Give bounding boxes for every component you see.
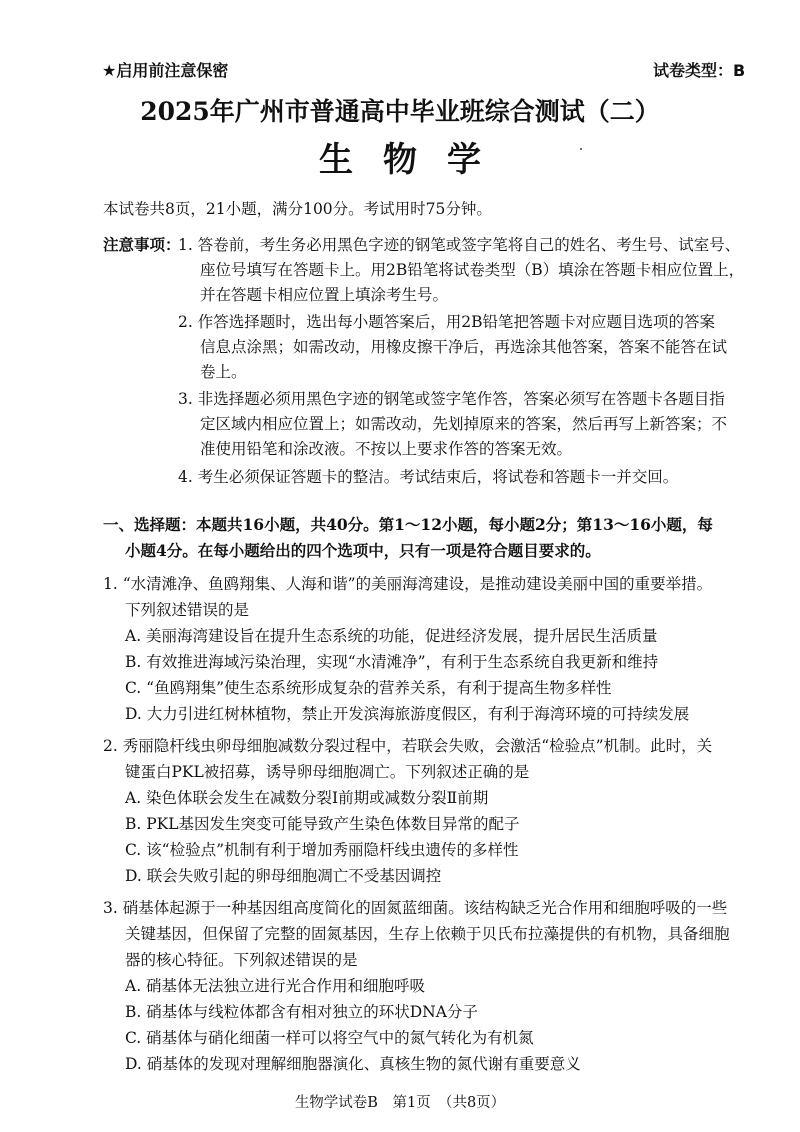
section-1-heading-line-2: 小题4分。在每小题给出的四个选项中，只有一项是符合题目要求的。 xyxy=(125,541,601,560)
exam-intro: 本试卷共8页，21小题，满分100分。考试用时75分钟。 xyxy=(103,200,492,218)
question-1-stem-line-1: 1. “水清滩净、鱼鸥翔集、人海和谐”的美丽海湾建设，是推动建设美丽中国的重要举措。 xyxy=(103,575,713,593)
question-3-option-a: A. 硝基体无法独立进行光合作用和细胞呼吸 xyxy=(125,977,426,995)
note-3-line-2: 定区域内相应位置上；如需改动，先划掉原来的答案，然后再写上新答案；不 xyxy=(200,415,728,433)
confidential-label: ★启用前注意保密 xyxy=(102,61,229,80)
note-4-line-1: 4. 考生必须保证答题卡的整洁。考试结束后，将试卷和答题卡一并交回。 xyxy=(178,468,679,486)
subject-title: 生物学 xyxy=(319,140,511,180)
question-2-option-d: D. 联会失败引起的卵母细胞凋亡不受基因调控 xyxy=(125,867,442,885)
question-2-option-a: A. 染色体联会发生在减数分裂Ⅰ前期或减数分裂Ⅱ前期 xyxy=(125,789,489,807)
question-1-option-a: A. 美丽海湾建设旨在提升生态系统的功能，促进经济发展，提升居民生活质量 xyxy=(125,627,658,645)
question-1-option-c: C. “鱼鸥翔集”使生态系统形成复杂的营养关系，有利于提高生物多样性 xyxy=(125,679,612,697)
exam-title: 2025年广州市普通高中毕业班综合测试（二） xyxy=(140,97,660,126)
note-1-line-2: 座位号填写在答题卡上。用2B铅笔将试卷类型（B）填涂在答题卡相应位置上， xyxy=(200,261,745,279)
question-1-option-d: D. 大力引进红树林植物，禁止开发滨海旅游度假区，有利于海湾环境的可持续发展 xyxy=(125,705,690,723)
question-1-option-b: B. 有效推进海域污染治理，实现“水清滩净”，有利于生态系统自我更新和维持 xyxy=(125,653,659,671)
speck-mark xyxy=(580,148,582,150)
page-footer: 生物学试卷B 第1页 （共8页） xyxy=(294,1095,506,1111)
question-2-option-c: C. 该“检验点”机制有利于增加秀丽隐杆线虫遗传的多样性 xyxy=(125,841,519,859)
question-3-option-c: C. 硝基体与硝化细菌一样可以将空气中的氮气转化为有机氮 xyxy=(125,1029,534,1047)
note-1-line-1: 1. 答卷前，考生务必用黑色字迹的钢笔或签字笔将自己的姓名、考生号、试室号、 xyxy=(178,236,741,254)
note-1-line-3: 并在答题卡相应位置上填涂考生号。 xyxy=(200,286,449,304)
question-3-option-b: B. 硝基体与线粒体都含有相对独立的环状DNA分子 xyxy=(125,1003,478,1021)
question-3-option-d: D. 硝基体的发现对理解细胞器演化、真核生物的氮代谢有重要意义 xyxy=(125,1055,581,1073)
note-2-line-1: 2. 作答选择题时，选出每小题答案后，用2B铅笔把答题卡对应题目选项的答案 xyxy=(178,313,715,331)
question-3-stem-line-1: 3. 硝基体起源于一种基因组高度简化的固氮蓝细菌。该结构缺乏光合作用和细胞呼吸的一些 xyxy=(103,899,728,917)
question-3-stem-line-2: 关键基因，但保留了完整的固氮基因，生存上依赖于贝氏布拉藻提供的有机物，具备细胞 xyxy=(125,925,730,943)
question-1-stem-line-2: 下列叙述错误的是 xyxy=(125,601,250,619)
note-2-line-3: 卷上。 xyxy=(200,363,247,381)
section-1-heading-line-1: 一、选择题：本题共16小题，共40分。第1～12小题，每小题2分；第13～16小题，每 xyxy=(103,515,713,534)
note-3-line-1: 3. 非选择题必须用黑色字迹的钢笔或签字笔作答，答案必须写在答题卡各题目指 xyxy=(178,390,725,408)
notes-label: 注意事项： xyxy=(103,235,181,254)
question-2-stem-line-1: 2. 秀丽隐杆线虫卵母细胞减数分裂过程中，若联会失败，会激活“检验点”机制。此时，关 xyxy=(103,737,713,755)
note-3-line-3: 准使用铅笔和涂改液。不按以上要求作答的答案无效。 xyxy=(200,440,573,458)
note-2-line-2: 信息点涂黑；如需改动，用橡皮擦干净后，再选涂其他答案，答案不能答在试 xyxy=(200,338,728,356)
question-2-stem-line-2: 键蛋白PKL被招募，诱导卵母细胞凋亡。下列叙述正确的是 xyxy=(125,763,530,781)
question-3-stem-line-3: 器的核心特征。下列叙述错误的是 xyxy=(125,951,358,969)
paper-type-label: 试卷类型：B xyxy=(653,61,746,80)
question-2-option-b: B. PKL基因发生突变可能导致产生染色体数目异常的配子 xyxy=(125,815,520,833)
